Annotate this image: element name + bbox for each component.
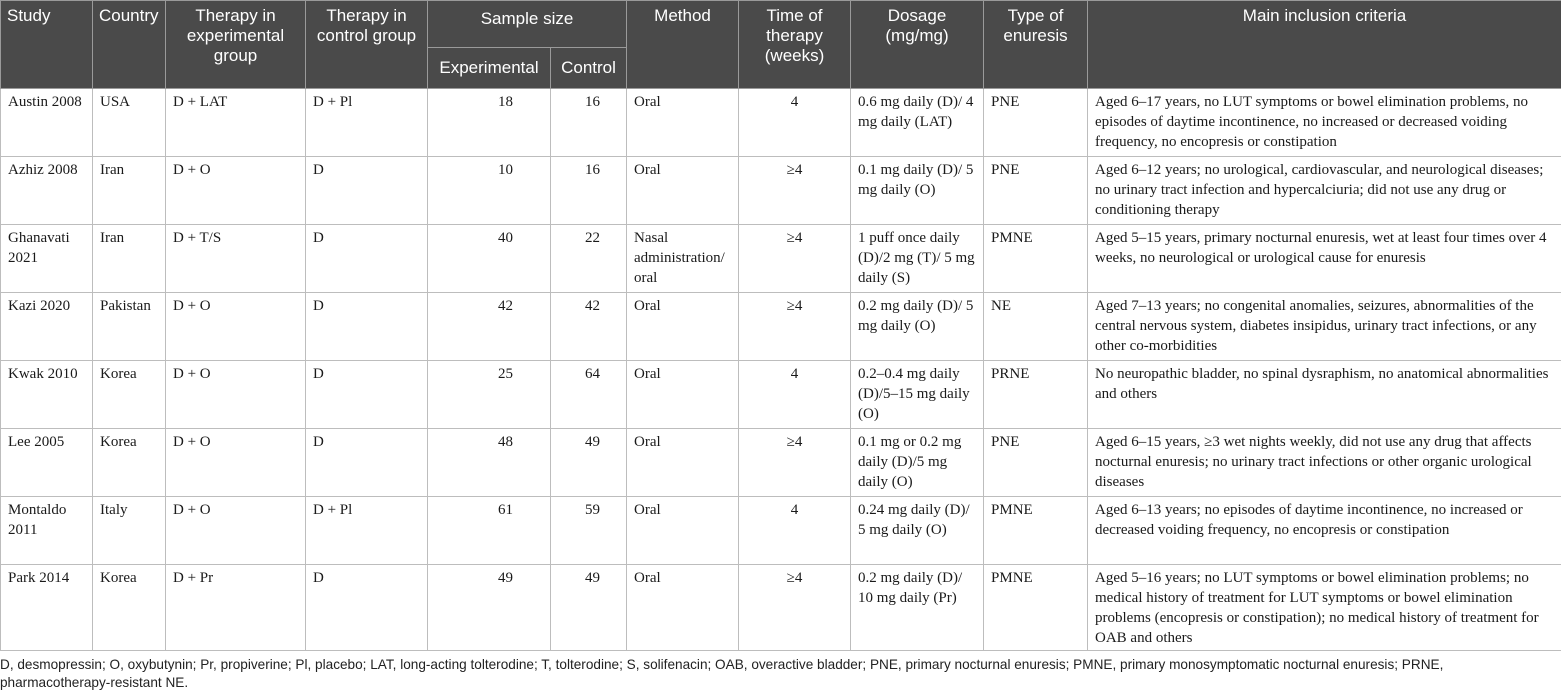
cell-study: Kwak 2010 [1,361,93,429]
cell-n-control: 16 [551,157,627,225]
cell-time: 4 [739,89,851,157]
header-type-of-enuresis: Type of enuresis [984,1,1088,89]
cell-study: Austin 2008 [1,89,93,157]
cell-ctrl-therapy: D [306,157,428,225]
table-footnote: D, desmopressin; O, oxybutynin; Pr, propiverine; Pl, placebo; LAT, long-acting tolterodine; T, tolterodine; S, solifenacin; OAB, overactive bladder; PNE, primary nocturnal enuresis; PMNE, primary monosymptomatic nocturnal enuresis; PRNE, pharmacotherapy-resistant NE. [0,657,1444,690]
cell-country: USA [93,89,166,157]
cell-country: Korea [93,361,166,429]
cell-type: NE [984,293,1088,361]
header-sample-experimental: Experimental [428,48,551,89]
cell-dosage: 0.24 mg daily (D)/ 5 mg daily (O) [851,497,984,565]
cell-method: Nasal administration/ oral [627,225,739,293]
cell-n-control: 49 [551,429,627,497]
cell-time: 4 [739,497,851,565]
cell-study: Park 2014 [1,565,93,651]
cell-ctrl-therapy: D + Pl [306,497,428,565]
cell-n-control: 16 [551,89,627,157]
cell-type: PRNE [984,361,1088,429]
header-study: Study [1,1,93,89]
cell-method: Oral [627,293,739,361]
cell-n-experimental: 25 [428,361,551,429]
table-row [1,225,1561,293]
cell-exp-therapy: D + O [166,293,306,361]
cell-time: ≥4 [739,293,851,361]
cell-exp-therapy: D + O [166,497,306,565]
cell-n-control: 22 [551,225,627,293]
cell-time: ≥4 [739,429,851,497]
cell-method: Oral [627,429,739,497]
cell-exp-therapy: D + Pr [166,565,306,651]
header-time-of-therapy: Time of therapy (weeks) [739,1,851,89]
cell-time: 4 [739,361,851,429]
header-country: Country [93,1,166,89]
cell-country: Korea [93,429,166,497]
header-dosage: Dosage (mg/mg) [851,1,984,89]
cell-time: ≥4 [739,157,851,225]
table-row [1,361,1561,429]
cell-dosage: 0.6 mg daily (D)/ 4 mg daily (LAT) [851,89,984,157]
cell-dosage: 0.2–0.4 mg daily (D)/5–15 mg daily (O) [851,361,984,429]
cell-study: Lee 2005 [1,429,93,497]
cell-n-control: 42 [551,293,627,361]
cell-criteria: No neuropathic bladder, no spinal dysraphism, no anatomical abnormalities and others [1088,361,1561,429]
cell-type: PMNE [984,497,1088,565]
cell-study: Azhiz 2008 [1,157,93,225]
cell-criteria: Aged 6–17 years, no LUT symptoms or bowel elimination problems, no episodes of daytime incontinence, no increased or decreased voiding frequency, no encopresis or constipation [1088,89,1561,157]
cell-method: Oral [627,497,739,565]
cell-study: Montaldo 2011 [1,497,93,565]
cell-exp-therapy: D + O [166,157,306,225]
cell-country: Iran [93,157,166,225]
cell-criteria: Aged 6–13 years; no episodes of daytime incontinence, no increased or decreased voiding frequency, no encopresis or constipation [1088,497,1561,565]
cell-n-experimental: 10 [428,157,551,225]
table-row [1,429,1561,497]
cell-study: Ghanavati 2021 [1,225,93,293]
table-row [1,89,1561,157]
cell-exp-therapy: D + T/S [166,225,306,293]
cell-n-control: 59 [551,497,627,565]
cell-exp-therapy: D + LAT [166,89,306,157]
cell-n-experimental: 49 [428,565,551,651]
cell-ctrl-therapy: D + Pl [306,89,428,157]
header-method: Method [627,1,739,89]
header-therapy-control: Therapy in control group [306,1,428,89]
table-row [1,565,1561,651]
cell-type: PNE [984,429,1088,497]
cell-method: Oral [627,157,739,225]
header-sample-control: Control [551,48,627,89]
cell-method: Oral [627,361,739,429]
cell-dosage: 1 puff once daily (D)/2 mg (T)/ 5 mg daily (S) [851,225,984,293]
cell-ctrl-therapy: D [306,565,428,651]
table-header [1,1,1561,89]
cell-dosage: 0.2 mg daily (D)/ 10 mg daily (Pr) [851,565,984,651]
cell-country: Korea [93,565,166,651]
table-row [1,157,1561,225]
cell-country: Iran [93,225,166,293]
table-body [1,89,1561,651]
cell-type: PMNE [984,225,1088,293]
cell-type: PMNE [984,565,1088,651]
cell-n-experimental: 42 [428,293,551,361]
table-row [1,293,1561,361]
cell-criteria: Aged 7–13 years; no congenital anomalies, seizures, abnormalities of the central nervous system, diabetes insipidus, urinary tract infections, or any other co-morbidities [1088,293,1561,361]
cell-exp-therapy: D + O [166,429,306,497]
cell-ctrl-therapy: D [306,225,428,293]
cell-n-control: 49 [551,565,627,651]
table-row [1,497,1561,565]
cell-type: PNE [984,89,1088,157]
cell-study: Kazi 2020 [1,293,93,361]
header-inclusion-criteria: Main inclusion criteria [1088,1,1561,89]
cell-n-experimental: 48 [428,429,551,497]
cell-n-control: 64 [551,361,627,429]
cell-exp-therapy: D + O [166,361,306,429]
header-sample-size: Sample size [428,1,627,48]
cell-criteria: Aged 6–12 years; no urological, cardiovascular, and neurological diseases; no urinary tract infection and hypercalciuria; did not use any drug or conditioning therapy [1088,157,1561,225]
cell-ctrl-therapy: D [306,361,428,429]
cell-time: ≥4 [739,225,851,293]
cell-n-experimental: 40 [428,225,551,293]
cell-country: Pakistan [93,293,166,361]
cell-ctrl-therapy: D [306,429,428,497]
cell-criteria: Aged 6–15 years, ≥3 wet nights weekly, did not use any drug that affects nocturnal enuresis; no urinary tract infections or other organic urological diseases [1088,429,1561,497]
cell-method: Oral [627,89,739,157]
cell-country: Italy [93,497,166,565]
cell-n-experimental: 61 [428,497,551,565]
cell-ctrl-therapy: D [306,293,428,361]
cell-dosage: 0.1 mg daily (D)/ 5 mg daily (O) [851,157,984,225]
cell-dosage: 0.1 mg or 0.2 mg daily (D)/5 mg daily (O) [851,429,984,497]
cell-method: Oral [627,565,739,651]
header-therapy-experimental: Therapy in experimental group [166,1,306,89]
cell-criteria: Aged 5–15 years, primary nocturnal enuresis, wet at least four times over 4 weeks, no neurological or urological cause for enuresis [1088,225,1561,293]
cell-n-experimental: 18 [428,89,551,157]
cell-criteria: Aged 5–16 years; no LUT symptoms or bowel elimination problems; no medical history of treatment for LUT symptoms or bowel elimination problems (encopresis or constipation); no medical history of treatment for OAB and others [1088,565,1561,651]
cell-type: PNE [984,157,1088,225]
cell-dosage: 0.2 mg daily (D)/ 5 mg daily (O) [851,293,984,361]
cell-time: ≥4 [739,565,851,651]
